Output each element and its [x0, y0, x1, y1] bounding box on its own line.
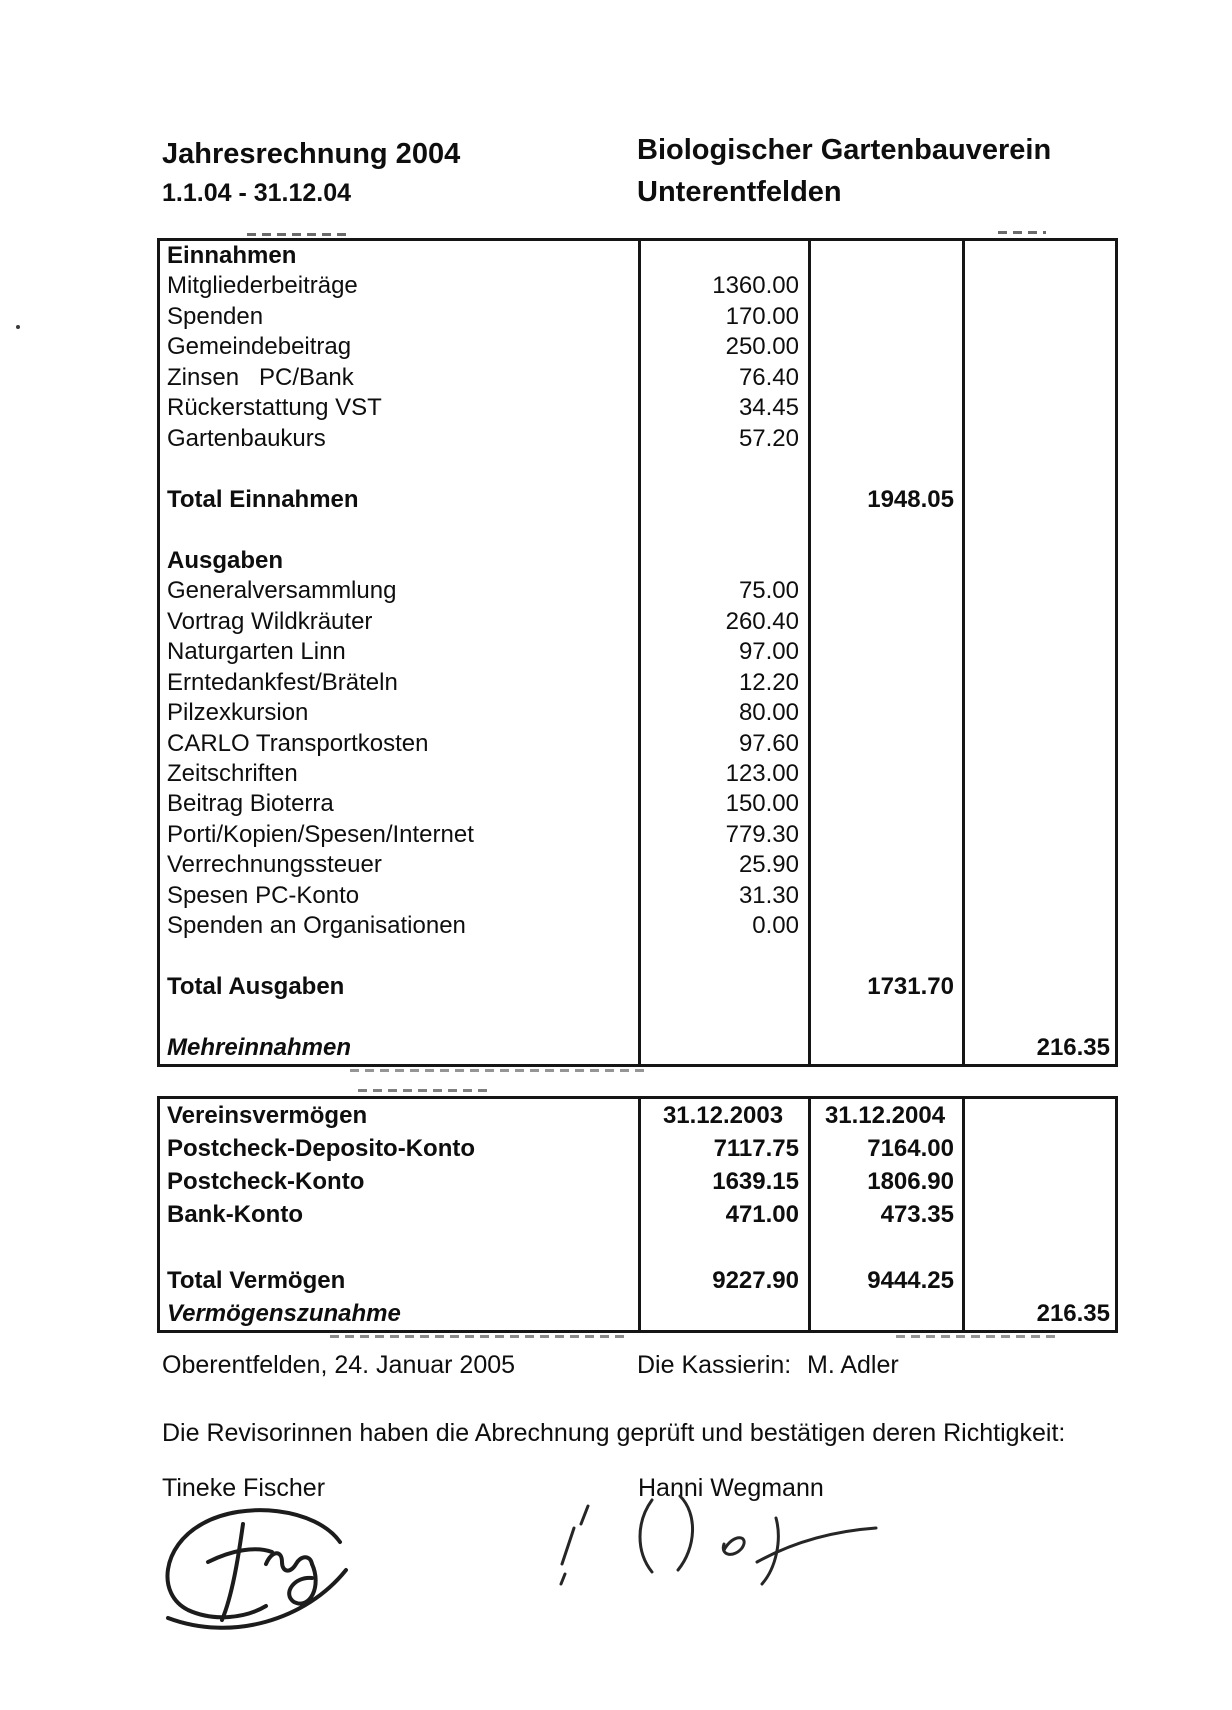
cell-total [808, 1003, 962, 1033]
cell-amount: 25.90 [738, 851, 799, 879]
cell-amount [638, 1033, 808, 1063]
cell-total [808, 1033, 962, 1063]
cell-label: Total Einnahmen [167, 485, 359, 513]
cell-result [962, 302, 1115, 332]
cell-total [808, 942, 962, 972]
cell-amount [638, 972, 808, 1002]
cell-amount: 1360.00 [712, 272, 799, 300]
signature-tineke-fischer [148, 1498, 358, 1633]
table-column-divider [962, 1099, 965, 1330]
cell-total [808, 607, 962, 637]
cell-label: Verrechnungssteuer [167, 851, 382, 879]
cell-result [962, 820, 1115, 850]
cell-label: Pilzexkursion [167, 699, 309, 727]
table-column-divider [808, 241, 811, 1064]
place-date: Oberentfelden, 24. Januar 2005 [162, 1351, 516, 1379]
cell-result [962, 241, 1115, 271]
cell-total [808, 363, 962, 393]
cell-result [962, 271, 1115, 301]
table-column-divider [638, 241, 641, 1064]
cell-result [962, 1099, 1115, 1132]
table-column-divider [808, 1099, 811, 1330]
cell-result [962, 576, 1115, 606]
cell-result [962, 454, 1115, 484]
cell-amount [638, 546, 808, 576]
cell-result [962, 607, 1115, 637]
cell-label: Bank-Konto [167, 1201, 303, 1228]
cell-result [962, 759, 1115, 789]
cell-result: 216.35 [1036, 1300, 1110, 1327]
table-column-divider [638, 1099, 641, 1330]
scan-artifact [16, 325, 20, 329]
scan-artifact [998, 231, 1046, 234]
cell-result [962, 972, 1115, 1002]
cell-result [962, 1198, 1115, 1231]
cell-label: Total Ausgaben [167, 973, 345, 1001]
cell-result [962, 942, 1115, 972]
cell-label: Total Vermögen [167, 1267, 346, 1294]
cell-total [808, 729, 962, 759]
cell-label: Ausgaben [167, 546, 284, 574]
cell-total [808, 820, 962, 850]
cell-result [962, 1132, 1115, 1165]
cell-label: Gartenbaukurs [167, 424, 326, 452]
cell-amount [638, 515, 808, 545]
cell-amount: 250.00 [725, 333, 799, 361]
cell-label: Porti/Kopien/Spesen/Internet [167, 820, 474, 848]
cell-total [808, 241, 962, 271]
cell-total [808, 393, 962, 423]
auditors-statement: Die Revisorinnen haben die Abrechnung geprüft und bestätigen deren Richtigkeit: [162, 1419, 1066, 1447]
cell-label: Gemeindebeitrag [167, 333, 352, 361]
scan-artifact [358, 1089, 493, 1092]
cell-total [808, 637, 962, 667]
cell-result [962, 424, 1115, 454]
cell-label [160, 1003, 638, 1033]
cell-total [808, 759, 962, 789]
cell-label [160, 515, 638, 545]
cell-label: Spenden [167, 302, 264, 330]
cell-label: Vermögenszunahme [167, 1300, 401, 1327]
cell-amount [638, 485, 808, 515]
cell-amount: 97.60 [738, 729, 799, 757]
cell-value-2003: 1639.15 [712, 1168, 799, 1195]
cell-amount: 80.00 [738, 699, 799, 727]
cell-total [808, 576, 962, 606]
cell-result [962, 911, 1115, 941]
cell-amount: 260.40 [725, 607, 799, 635]
cell-amount: 34.45 [738, 394, 799, 422]
cell-label: Vortrag Wildkräuter [167, 607, 373, 635]
income-expense-table [157, 238, 1118, 1067]
cell-label: Rückerstattung VST [167, 394, 382, 422]
cell-total [808, 454, 962, 484]
cell-value-2003 [638, 1231, 808, 1264]
cell-total [808, 850, 962, 880]
cell-label: Beitrag Bioterra [167, 790, 334, 818]
cell-value-2004 [808, 1297, 962, 1330]
cell-result [962, 881, 1115, 911]
cell-value-2004 [808, 1231, 962, 1264]
cell-result [962, 1003, 1115, 1033]
cell-total [808, 789, 962, 819]
document-period: 1.1.04 - 31.12.04 [162, 179, 352, 207]
cell-result [962, 332, 1115, 362]
cell-total: 1948.05 [867, 485, 954, 513]
cell-amount: 31.30 [738, 881, 799, 909]
cell-result [962, 637, 1115, 667]
cell-value-2003: 9227.90 [712, 1267, 799, 1294]
cell-total [808, 332, 962, 362]
cell-label: CARLO Transportkosten [167, 729, 429, 757]
cashier-name: M. Adler [807, 1351, 899, 1379]
cell-total [808, 515, 962, 545]
cell-value-2003: 31.12.2003 [662, 1102, 784, 1129]
cell-result [962, 1231, 1115, 1264]
cell-amount: 779.30 [725, 820, 799, 848]
cell-amount: 12.20 [738, 668, 799, 696]
cell-label: Spesen PC-Konto [167, 881, 360, 909]
scan-artifact [247, 233, 347, 236]
cell-label: Postcheck-Konto [167, 1168, 365, 1195]
cell-value-2003 [638, 1297, 808, 1330]
cell-amount [638, 241, 808, 271]
cell-amount [638, 942, 808, 972]
cell-label: Postcheck-Deposito-Konto [167, 1135, 476, 1162]
cell-amount: 0.00 [752, 912, 799, 940]
assets-table [157, 1096, 1118, 1333]
cell-value-2004: 9444.25 [867, 1267, 954, 1294]
cell-label: Einnahmen [167, 242, 297, 269]
cell-value-2004: 1806.90 [867, 1168, 954, 1195]
cell-result [962, 393, 1115, 423]
cell-result [962, 485, 1115, 515]
cell-label: Zinsen PC/Bank [167, 363, 354, 391]
cell-label: Zeitschriften [167, 759, 298, 787]
cell-result [962, 850, 1115, 880]
signature-hanni-wegmann [552, 1490, 882, 1595]
table-column-divider [962, 241, 965, 1064]
org-name-line2: Unterentfelden [637, 176, 842, 208]
scan-artifact [896, 1335, 1056, 1338]
cell-result [962, 668, 1115, 698]
cell-result [962, 789, 1115, 819]
cell-amount: 170.00 [725, 302, 799, 330]
cell-label: Spenden an Organisationen [167, 912, 466, 940]
cell-total [808, 424, 962, 454]
cell-value-2003: 7117.75 [713, 1135, 799, 1162]
cell-result [962, 698, 1115, 728]
cell-label [160, 1231, 638, 1264]
cell-total [808, 271, 962, 301]
cell-amount [638, 454, 808, 484]
cell-total [808, 302, 962, 332]
cell-value-2004: 31.12.2004 [824, 1102, 946, 1129]
cell-label: Generalversammlung [167, 577, 397, 605]
cell-label [160, 942, 638, 972]
scan-artifact [330, 1335, 630, 1338]
cell-result [962, 1264, 1115, 1297]
cell-result: 216.35 [1036, 1034, 1110, 1062]
cell-label: Mehreinnahmen [167, 1034, 352, 1062]
cell-total [808, 911, 962, 941]
cell-label: Mitgliederbeiträge [167, 272, 358, 300]
cell-result [962, 1165, 1115, 1198]
cell-amount: 76.40 [738, 363, 799, 391]
cell-amount: 75.00 [738, 577, 799, 605]
cell-result [962, 515, 1115, 545]
cell-total [808, 546, 962, 576]
cell-label: Naturgarten Linn [167, 638, 346, 666]
cell-amount [638, 1003, 808, 1033]
cell-total [808, 668, 962, 698]
cell-value-2004: 473.35 [880, 1201, 954, 1228]
auditor-name-1: Tineke Fischer [162, 1474, 326, 1502]
cell-amount: 97.00 [738, 638, 799, 666]
cell-label [160, 454, 638, 484]
cell-amount: 123.00 [725, 759, 799, 787]
document-title: Jahresrechnung 2004 [162, 138, 461, 170]
cell-value-2003: 471.00 [725, 1201, 799, 1228]
cashier-label: Die Kassierin: [637, 1351, 792, 1379]
scan-artifact [350, 1069, 650, 1072]
cell-total [808, 698, 962, 728]
cell-total: 1731.70 [867, 973, 954, 1001]
cell-label: Erntedankfest/Bräteln [167, 668, 398, 696]
cell-result [962, 729, 1115, 759]
cell-result [962, 363, 1115, 393]
cell-amount: 150.00 [725, 790, 799, 818]
org-name-line1: Biologischer Gartenbauverein [637, 134, 1052, 166]
cell-total [808, 881, 962, 911]
cell-amount: 57.20 [738, 424, 799, 452]
cell-label: Vereinsvermögen [167, 1102, 368, 1129]
auditor-name-2: Hanni Wegmann [638, 1474, 824, 1502]
cell-value-2004: 7164.00 [867, 1135, 954, 1162]
cell-result [962, 546, 1115, 576]
